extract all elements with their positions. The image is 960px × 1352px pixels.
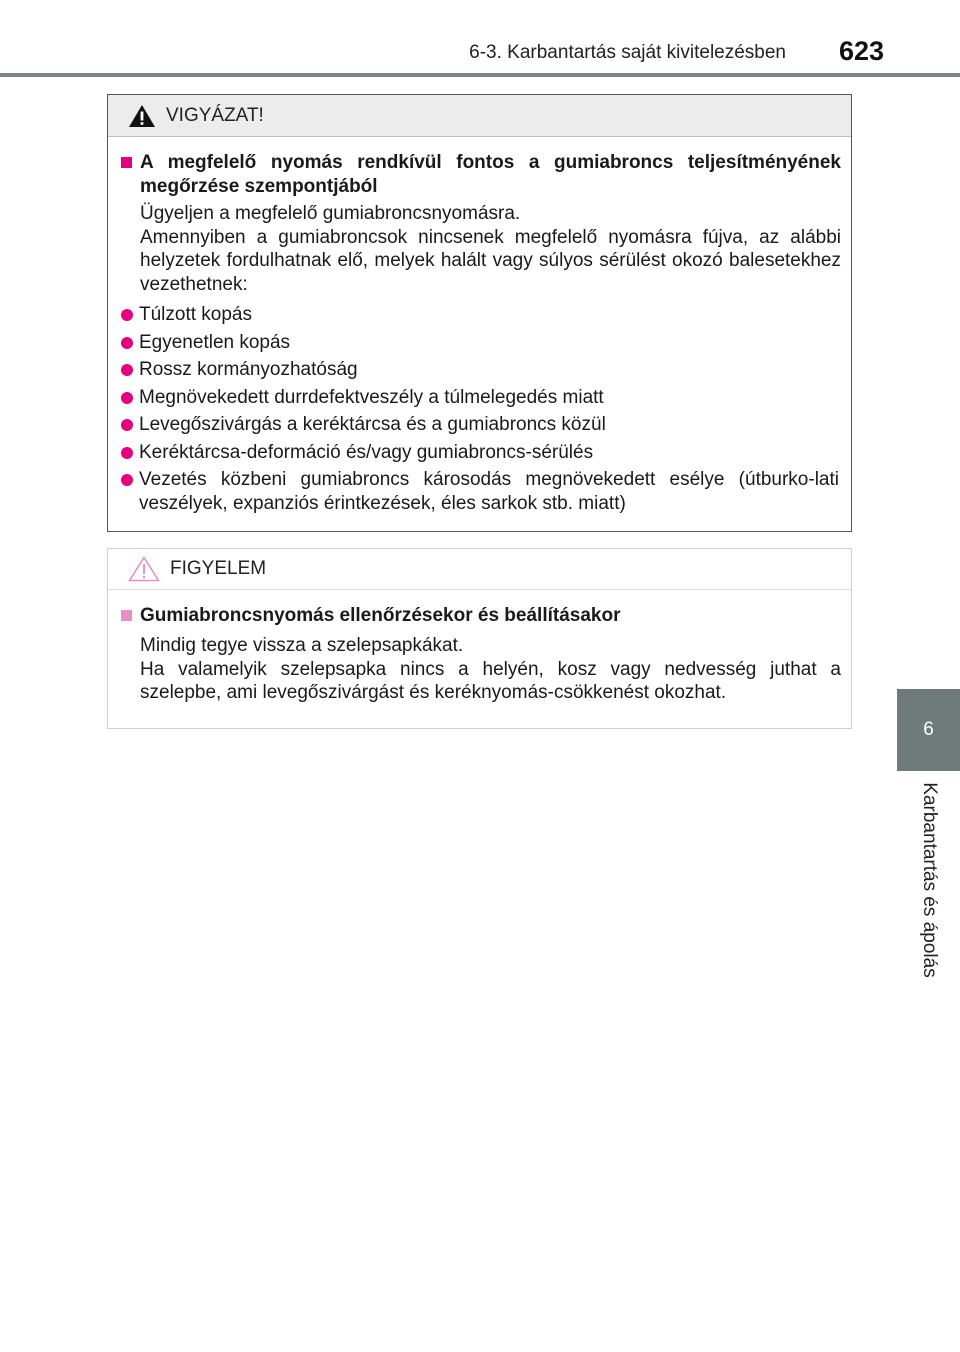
list-item: Levegőszivárgás a keréktárcsa és a gumiabroncs közül <box>121 413 841 437</box>
notice-box-body <box>108 590 851 705</box>
list-item: Egyenetlen kopás <box>121 331 841 355</box>
section-title: 6-3. Karbantartás saját kivitelezésben <box>469 42 786 63</box>
notice-paragraph-2: Ha valamelyik szelepsapka nincs a helyén, kosz vagy nedvesség juthat a szelepbe, ami levegőszivárgást és keréknyomás-csökkenést okozhat. <box>140 658 841 703</box>
circle-bullet-icon <box>121 309 133 321</box>
notice-box-header <box>108 549 851 590</box>
notice-paragraph-1: Mindig tegye vissza a szelepsapkákat. <box>140 635 464 656</box>
square-bullet-icon <box>121 157 132 168</box>
header-divider <box>0 73 960 77</box>
list-item: Keréktárcsa-deformáció és/vagy gumiabroncs-sérülés <box>121 441 841 465</box>
warning-box <box>107 94 852 532</box>
circle-bullet-icon <box>121 419 133 431</box>
circle-bullet-icon <box>121 392 133 404</box>
circle-bullet-icon <box>121 364 133 376</box>
notice-heading <box>121 604 841 628</box>
warning-heading <box>121 151 841 199</box>
notice-heading-text: Gumiabroncsnyomás ellenőrzésekor és beállításakor <box>140 605 621 626</box>
notice-box <box>107 548 852 729</box>
square-bullet-icon <box>121 610 132 621</box>
chapter-number: 6 <box>923 719 934 740</box>
warning-box-title: VIGYÁZAT! <box>166 104 264 126</box>
circle-bullet-icon <box>121 337 133 349</box>
page-number: 623 <box>838 36 884 66</box>
list-item: Rossz kormányozhatóság <box>121 358 841 382</box>
circle-bullet-icon <box>121 447 133 459</box>
list-item: Túlzott kopás <box>121 303 841 327</box>
warning-box-header <box>108 95 851 137</box>
circle-bullet-icon <box>121 474 133 486</box>
caution-triangle-outline-icon <box>128 556 160 582</box>
warning-triangle-icon <box>128 104 156 128</box>
list-item: Megnövekedett durrdefektveszély a túlmelegedés miatt <box>121 386 841 410</box>
notice-box-title: FIGYELEM <box>170 558 267 579</box>
warning-bullet-list <box>121 303 841 516</box>
list-item: Vezetés közbeni gumiabroncs károsodás megnövekedett esélye (útburko-lati veszélyek, expanziós érintkezések, éles sarkok stb. miatt) <box>121 468 841 516</box>
chapter-label: Karbantartás és ápolás <box>919 782 940 978</box>
warning-heading-text: A megfelelő nyomás rendkívül fontos a gumiabroncs teljesítményének megőrzése szempontjából <box>140 152 841 197</box>
warning-paragraph-1: Ügyeljen a megfelelő gumiabroncsnyomásra. <box>140 203 521 224</box>
warning-paragraph-2: Amennyiben a gumiabroncsok nincsenek megfelelő nyomásra fújva, az alábbi helyzetek fordulhatnak elő, melyek halált vagy súlyos sérülést okozó balesetekhez vezethetnek: <box>140 226 841 295</box>
chapter-tab <box>897 689 960 771</box>
warning-box-body <box>108 137 851 516</box>
